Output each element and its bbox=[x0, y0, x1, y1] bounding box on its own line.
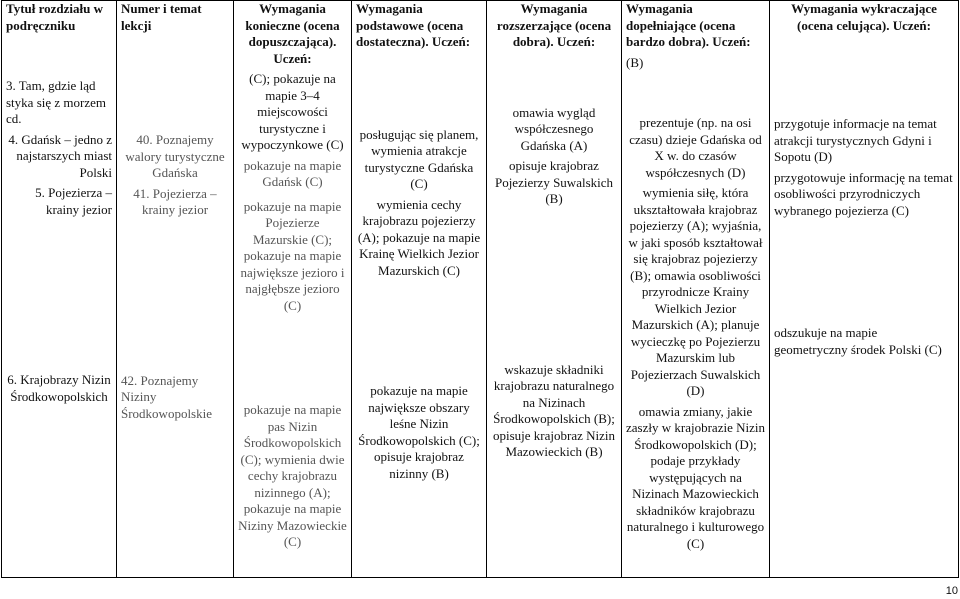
requirement-item: wymienia siłę, która ukształtowała krajobraz pojezierzy (A); wyjaśnia, w jaki sposób kształtował się krajobraz pojezierzy (B); omawia osobliwości przyrodnicze Krainy Wielkich Jezior Mazurskich (A); planuje wycieczkę po Pojezierzu Mazurskim lub Pojezierzach Suwalskich (D) bbox=[628, 185, 763, 398]
lesson-item: 41. Pojezierza – krainy jezior bbox=[133, 185, 217, 217]
column-wykraczajace bbox=[770, 1, 959, 578]
requirement-item: przygotowuje informację na temat osobliwości przyrodniczych wybranego pojezierza (C) bbox=[774, 169, 953, 218]
requirements-table bbox=[1, 0, 959, 578]
requirement-item: omawia wygląd współczesnego Gdańska (A) bbox=[512, 104, 596, 153]
header-podstawowe: Wymagania podstawowe (ocena dostateczna). Uczeń: bbox=[356, 1, 471, 49]
chapter-item: 6. Krajobrazy Nizin Środkowopolskich bbox=[7, 372, 111, 404]
requirement-item: (C); pokazuje na mapie 3–4 miejscowości turystyczne i wypoczynkowe (C) bbox=[241, 71, 344, 152]
column-konieczne bbox=[234, 1, 352, 578]
header-dopelniajace: Wymagania dopełniające (ocena bardzo dobra). Uczeń: bbox=[626, 1, 751, 49]
lesson-item: 40. Poznajemy walory turystyczne Gdańska bbox=[125, 132, 225, 180]
header-wykraczajace: Wymagania wykraczające (ocena celująca). Uczeń: bbox=[791, 1, 937, 33]
requirement-item: (B) bbox=[626, 54, 644, 70]
requirement-item: odszukuje na mapie geometryczny środek Polski (C) bbox=[774, 325, 942, 357]
requirement-item: opisuje krajobraz Pojezierzy Suwalskich (B) bbox=[494, 158, 614, 206]
requirement-item: przygotuje informacje na temat atrakcji turystycznych Gdyni i Sopotu (D) bbox=[774, 116, 937, 164]
column-lesson bbox=[117, 1, 234, 578]
page-number: 10 bbox=[945, 585, 958, 597]
header-chapter: Tytuł rozdziału w podręczniku bbox=[6, 1, 104, 33]
chapter-item: 4. Gdańsk – jedno z najstarszych miast Polski bbox=[8, 131, 112, 180]
requirement-item: posługując się planem, wymienia atrakcje turystyczne Gdańska (C) bbox=[359, 126, 479, 191]
column-rozszerzajace bbox=[487, 1, 622, 578]
requirement-item: wskazuje składniki krajobrazu naturalnego na Nizinach Środkowopolskich (B); opisuje krajobraz Nizin Mazowieckich (B) bbox=[492, 361, 615, 459]
header-rozszerzajace: Wymagania rozszerzające (ocena dobra). Uczeń: bbox=[496, 1, 612, 49]
chapter-item: 5. Pojezierza – krainy jezior bbox=[35, 185, 112, 217]
column-dopelniajace bbox=[622, 1, 770, 578]
requirement-item: pokazuje na mapie największe obszary leśne Nizin Środkowopolskich (C); opisuje krajobraz nizinny (B) bbox=[358, 383, 480, 481]
header-konieczne: Wymagania konieczne (ocena dopuszczająca). Uczeń: bbox=[245, 1, 340, 66]
requirement-item: pokazuje na mapie pas Nizin Środkowopolskich (C); wymienia dwie cechy krajobrazu nizinnego (A); pokazuje na mapie Niziny Mazowieckie (C) bbox=[238, 402, 347, 549]
lesson-item: 42. Poznajemy Niziny Środkowopolskie bbox=[121, 372, 212, 421]
requirement-item: pokazuje na mapie Pojezierze Mazurskie (C); pokazuje na mapie największe jezioro i najgłębsze jezioro (C) bbox=[240, 198, 345, 313]
column-podstawowe bbox=[352, 1, 487, 578]
requirement-item: omawia zmiany, jakie zaszły w krajobrazie Nizin Środkowopolskich (D); podaje przykłady występujących na Nizinach Mazowieckich składników krajobrazu naturalnego i kulturowego (C) bbox=[626, 403, 765, 551]
chapter-item: 3. Tam, gdzie ląd styka się z morzem cd. bbox=[6, 78, 106, 126]
requirement-item: prezentuje (np. na osi czasu) dzieje Gdańska od X w. do czasów współczesnych (D) bbox=[629, 115, 762, 180]
column-chapter bbox=[2, 1, 117, 578]
requirement-item: wymienia cechy krajobrazu pojezierzy (A); pokazuje na mapie Krainę Wielkich Jezior Mazurskich (C) bbox=[357, 196, 481, 278]
header-lesson: Numer i temat lekcji bbox=[121, 1, 202, 33]
requirement-item: pokazuje na mapie Gdańsk (C) bbox=[243, 157, 342, 189]
